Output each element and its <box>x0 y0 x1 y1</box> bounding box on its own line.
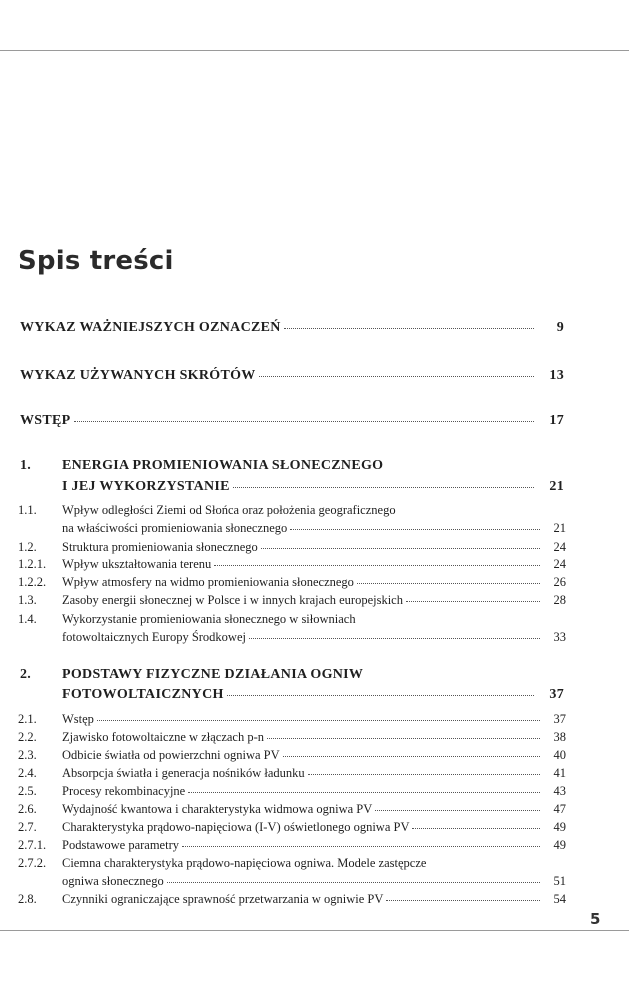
toc-entry-page: 21 <box>549 479 564 494</box>
section-number: 1.2.1. <box>18 557 47 571</box>
toc-sub-2-1[interactable] <box>18 712 566 727</box>
toc-sub-2-4[interactable] <box>18 766 566 781</box>
section-title-cont: fotowoltaicznych Europy Środkowej <box>62 630 246 644</box>
section-number: 2.6. <box>18 802 37 816</box>
section-number: 1.4. <box>18 612 37 626</box>
section-page: 24 <box>553 557 566 571</box>
toc-entry-page: 9 <box>556 320 564 335</box>
chapter-title-line1: ENERGIA PROMIENIOWANIA SŁONECZNEGO <box>62 458 384 473</box>
section-number: 2.7.2. <box>18 856 47 870</box>
dot-leader <box>290 529 540 530</box>
dot-leader <box>406 601 540 602</box>
dot-leader <box>233 487 534 488</box>
toc-sub-1-3[interactable] <box>18 593 566 608</box>
toc-sub-1-2-2[interactable] <box>18 575 566 590</box>
section-page: 41 <box>553 766 566 780</box>
section-title: Odbicie światła od powierzchni ogniwa PV <box>62 748 280 762</box>
dot-leader <box>283 756 540 757</box>
toc-sub-1-2[interactable] <box>18 540 566 555</box>
chapter-1-title-line2[interactable] <box>20 479 564 495</box>
toc-entry-page: 13 <box>549 368 564 383</box>
dot-leader <box>386 900 540 901</box>
dot-leader <box>97 720 540 721</box>
toc-entry-page: 17 <box>549 413 564 428</box>
toc-sub-2-5[interactable] <box>18 784 566 799</box>
toc-entry-label: WSTĘP <box>20 413 71 428</box>
dot-leader <box>308 774 540 775</box>
section-page: 28 <box>553 593 566 607</box>
chapter-number: 2. <box>20 667 32 682</box>
dot-leader <box>188 792 540 793</box>
section-title-cont: na właściwości promieniowania słonecznego <box>62 521 288 535</box>
toc-entry-oznaczenia[interactable] <box>20 320 564 336</box>
toc-entry-page: 37 <box>549 687 564 702</box>
section-page: 43 <box>553 784 566 798</box>
toc-sub-2-3[interactable] <box>18 748 566 763</box>
toc-entry-label: WYKAZ WAŻNIEJSZYCH OZNACZEŃ <box>20 320 281 335</box>
dot-leader <box>227 695 534 696</box>
section-number: 1.1. <box>18 503 37 517</box>
section-number: 2.7. <box>18 820 37 834</box>
section-number: 2.1. <box>18 712 37 726</box>
section-number: 2.3. <box>18 748 37 762</box>
section-title: Zjawisko fotowoltaiczne w złączach p-n <box>62 730 264 744</box>
toc-sub-1-1-line1[interactable] <box>18 503 566 518</box>
dot-leader <box>261 548 540 549</box>
section-page: 33 <box>553 630 566 644</box>
page-number: 5 <box>590 910 601 928</box>
chapter-2-title-line2[interactable] <box>20 687 564 703</box>
toc-entry-wstep[interactable] <box>20 413 564 429</box>
section-number: 1.3. <box>18 593 37 607</box>
dot-leader <box>249 638 540 639</box>
toc-sub-2-7-2-line1[interactable] <box>18 856 566 871</box>
toc-sub-2-7-2-line2[interactable] <box>18 874 566 889</box>
toc-sub-1-1-line2[interactable] <box>18 521 566 536</box>
dot-leader <box>74 421 534 422</box>
section-title: Zasoby energii słonecznej w Polsce i w innych krajach europejskich <box>62 593 403 607</box>
toc-sub-2-8[interactable] <box>18 892 566 907</box>
dot-leader <box>182 846 540 847</box>
page-title: Spis treści <box>18 246 174 276</box>
section-page: 54 <box>553 892 566 906</box>
section-number: 2.8. <box>18 892 37 906</box>
section-page: 24 <box>553 540 566 554</box>
section-page: 37 <box>553 712 566 726</box>
dot-leader <box>214 565 540 566</box>
section-page: 26 <box>553 575 566 589</box>
section-number: 2.7.1. <box>18 838 47 852</box>
toc-sub-1-4-line1[interactable] <box>18 612 566 627</box>
section-page: 49 <box>553 820 566 834</box>
section-title: Absorpcja światła i generacja nośników ładunku <box>62 766 305 780</box>
chapter-number: 1. <box>20 458 32 473</box>
dot-leader <box>375 810 540 811</box>
section-page: 40 <box>553 748 566 762</box>
chapter-title-line1: PODSTAWY FIZYCZNE DZIAŁANIA OGNIW <box>62 667 364 682</box>
toc-entry-skroty[interactable] <box>20 368 564 384</box>
chapter-1-heading[interactable] <box>20 458 383 474</box>
section-title: Wpływ atmosfery na widmo promieniowania słonecznego <box>62 575 354 589</box>
section-title: Procesy rekombinacyjne <box>62 784 186 798</box>
section-page: 38 <box>553 730 566 744</box>
section-number: 1.2. <box>18 540 37 554</box>
dot-leader <box>267 738 540 739</box>
top-rule <box>0 50 629 51</box>
section-title: Ciemna charakterystyka prądowo-napięciowa ogniwa. Modele zastępcze <box>62 856 427 870</box>
section-title: Wykorzystanie promieniowania słonecznego w siłowniach <box>62 612 356 626</box>
section-title: Podstawowe parametry <box>62 838 179 852</box>
toc-sub-1-2-1[interactable] <box>18 557 566 572</box>
section-title: Czynniki ograniczające sprawność przetwarzania w ogniwie PV <box>62 892 384 906</box>
section-number: 2.4. <box>18 766 37 780</box>
section-page: 47 <box>553 802 566 816</box>
toc-entry-label: WYKAZ UŻYWANYCH SKRÓTÓW <box>20 368 256 383</box>
section-title: Struktura promieniowania słonecznego <box>62 540 258 554</box>
section-title: Wpływ ukształtowania terenu <box>62 557 212 571</box>
section-title-cont: ogniwa słonecznego <box>62 874 164 888</box>
dot-leader <box>259 376 534 377</box>
toc-sub-1-4-line2[interactable] <box>18 630 566 645</box>
section-title: Wstęp <box>62 712 94 726</box>
section-number: 1.2.2. <box>18 575 47 589</box>
dot-leader <box>167 882 540 883</box>
section-page: 21 <box>553 521 566 535</box>
chapter-title-line2: FOTOWOLTAICZNYCH <box>62 687 224 702</box>
bottom-rule <box>0 930 629 931</box>
section-title: Wpływ odległości Ziemi od Słońca oraz położenia geograficznego <box>62 503 396 517</box>
section-page: 49 <box>553 838 566 852</box>
toc-sub-2-2[interactable] <box>18 730 566 745</box>
dot-leader <box>284 328 534 329</box>
section-page: 51 <box>553 874 566 888</box>
section-title: Wydajność kwantowa i charakterystyka widmowa ogniwa PV <box>62 802 373 816</box>
chapter-2-heading[interactable] <box>20 667 363 683</box>
section-title: Charakterystyka prądowo-napięciowa (I-V) oświetlonego ogniwa PV <box>62 820 410 834</box>
dot-leader <box>357 583 540 584</box>
toc-sub-2-7-1[interactable] <box>18 838 566 853</box>
toc-sub-2-6[interactable] <box>18 802 566 817</box>
dot-leader <box>412 828 540 829</box>
toc-sub-2-7[interactable] <box>18 820 566 835</box>
section-number: 2.5. <box>18 784 37 798</box>
chapter-title-line2: I JEJ WYKORZYSTANIE <box>62 479 230 494</box>
section-number: 2.2. <box>18 730 37 744</box>
